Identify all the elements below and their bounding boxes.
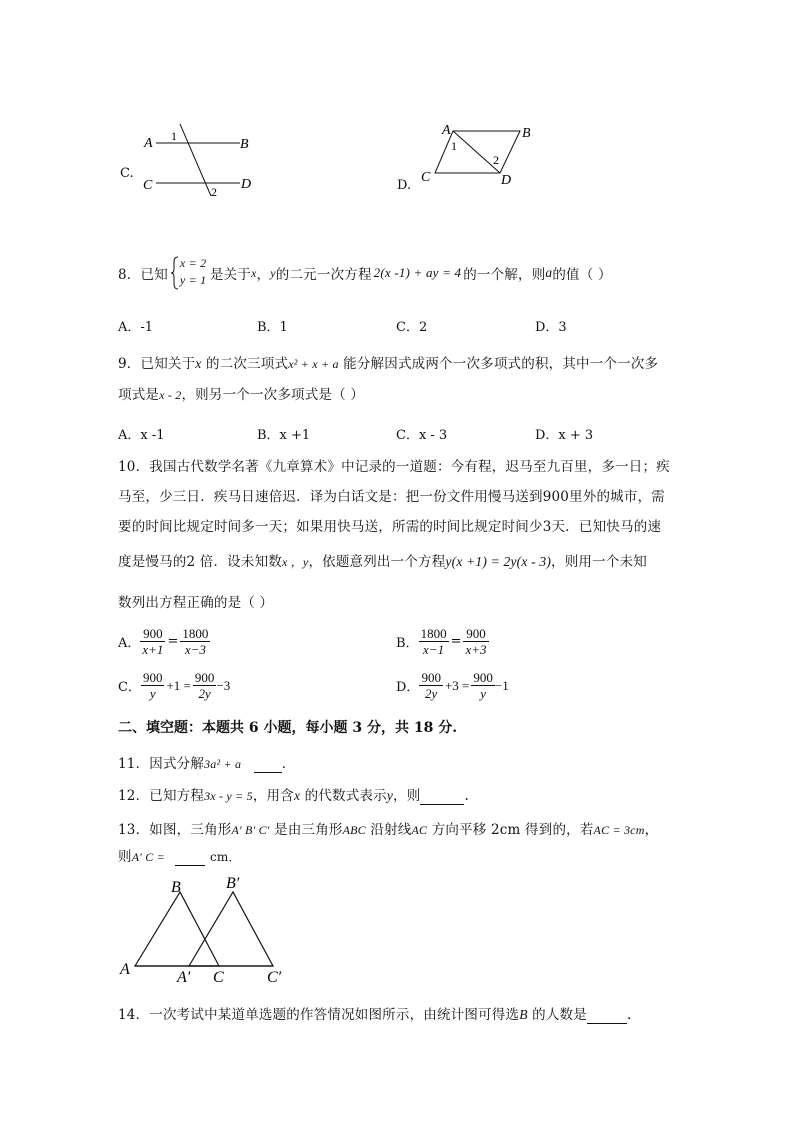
option-label: B． <box>396 636 419 651</box>
figure-option-d <box>395 120 545 200</box>
system-eq-1: x = 2 <box>179 256 207 270</box>
question-9-line-1 <box>118 352 658 372</box>
question-12-text: 12．已知方程 <box>118 788 205 804</box>
q8-option-a[interactable]: A．-1 <box>118 320 154 335</box>
question-13-text: 13．如图，三角形 <box>118 822 232 838</box>
equation-system <box>170 256 210 290</box>
question-8-number: 8．已知 <box>118 267 168 283</box>
fraction <box>419 626 449 657</box>
point-d-label: D <box>241 177 252 192</box>
option-c-label: C. <box>120 166 134 181</box>
ray: AC <box>411 823 428 837</box>
question-9-number: 9．已知关于 <box>118 356 196 372</box>
denominator: y <box>149 686 156 701</box>
denominator: x−3 <box>184 642 206 657</box>
answer-blank[interactable] <box>254 756 282 773</box>
point-d-label: D <box>501 173 512 188</box>
question-10-line-4 <box>118 550 647 570</box>
question-10-line-5: 数列出方程正确的是（ ） <box>118 595 274 611</box>
q10-option-d[interactable] <box>396 670 509 701</box>
numerator: 900 <box>142 670 163 685</box>
question-12-text-4: ，则 <box>393 788 421 804</box>
question-9-text-2: 能分解因式成两个一次多项式的积，其中一个一次多 <box>338 356 659 372</box>
operator: +3 = <box>444 677 470 693</box>
condition: AC = 3cm <box>593 823 645 837</box>
denominator: 2y <box>198 686 211 701</box>
point-c-label: C <box>213 969 224 985</box>
denominator: 2y <box>425 686 438 701</box>
q10-option-b[interactable] <box>396 626 489 657</box>
point-b-label: B <box>522 126 531 141</box>
fraction <box>180 626 210 657</box>
question-13-text-3: 沿射线 <box>365 822 412 838</box>
question-8 <box>118 255 612 291</box>
question-14-text-2: 的人数是 <box>527 1007 587 1023</box>
option-label: D． <box>396 680 420 695</box>
point-a-prime-label: A′ <box>177 969 191 985</box>
question-9-text-4: ，则另一个一次多项式是（ ） <box>181 387 365 403</box>
question-8-text-1: 是关于 <box>209 267 251 283</box>
question-9-text: 的二次三项式 <box>201 356 289 372</box>
unit: cm． <box>209 850 241 864</box>
numerator: 1800 <box>420 626 447 641</box>
denominator: x+3 <box>465 642 487 657</box>
question-12-text-3: 的代数式表示 <box>300 788 387 804</box>
translated-triangles-diagram <box>115 870 305 985</box>
numerator: 900 <box>194 670 215 685</box>
point-c-prime-label: C′ <box>267 969 282 985</box>
q8-option-c[interactable]: C．2 <box>396 320 428 335</box>
numerator: 900 <box>421 670 441 685</box>
tail: −1 <box>494 677 509 693</box>
question-13-text-4: 方向平移 2cm 得到的，若 <box>427 822 594 838</box>
question-13-text-5: 则 <box>118 849 132 865</box>
period: . <box>626 1007 632 1023</box>
figure-option-c <box>118 120 268 200</box>
question-12 <box>118 784 469 805</box>
parallelogram-diagram-d <box>395 120 545 200</box>
denominator: y <box>480 686 486 701</box>
fraction <box>193 670 217 701</box>
fraction <box>463 626 488 657</box>
choice-b: B <box>519 1007 528 1022</box>
triangle: ABC <box>342 823 366 837</box>
numerator: 1800 <box>182 626 209 641</box>
fraction <box>140 626 165 657</box>
question-12-text-2: ，用含 <box>252 788 294 804</box>
point-a-label: A <box>442 123 451 138</box>
operator: +1 = <box>166 677 191 693</box>
numerator: 900 <box>140 626 165 642</box>
equals: = <box>450 634 462 649</box>
question-8-text-2: 的二元一次方程 <box>275 267 372 283</box>
parallel-lines-diagram-c <box>118 120 268 200</box>
numerator: 900 <box>473 670 493 685</box>
question-14 <box>118 1003 631 1024</box>
q10-option-c[interactable] <box>118 670 230 701</box>
answer-blank[interactable] <box>420 788 464 805</box>
comma: ， <box>644 822 659 838</box>
vars: x ，y <box>281 555 309 569</box>
answer-blank[interactable] <box>587 1007 627 1024</box>
numerator: 900 <box>463 626 488 642</box>
left-brace-icon <box>170 256 180 290</box>
point-c-label: C <box>421 170 431 185</box>
angle-2-label: 2 <box>211 185 217 199</box>
fraction <box>141 670 165 701</box>
point-b-label: B <box>171 879 181 896</box>
answer-blank[interactable] <box>175 849 205 866</box>
q8-option-b[interactable]: B．1 <box>257 320 288 335</box>
question-13-line-2 <box>118 845 241 866</box>
expression: 3a² + a <box>204 757 242 771</box>
question-10-equation: y(x +1) = 2y(x - 3) <box>445 554 552 569</box>
section-heading: 二、填空题：本题共 6 小题，每小题 3 分，共 18 分. <box>118 720 458 736</box>
question-14-text: 14．一次考试中某道单选题的作答情况如图所示，由统计图可得选 <box>118 1007 520 1023</box>
question-9-line-2 <box>118 383 364 403</box>
var-x: x <box>195 356 202 371</box>
denominator: x−1 <box>423 642 445 657</box>
factor: x - 2 <box>159 388 182 402</box>
angle-1-label: 1 <box>171 129 177 143</box>
var-x: x <box>251 265 257 280</box>
var-y: y <box>386 788 394 803</box>
polynomial: x² + x + a <box>288 357 339 371</box>
var-a: a <box>545 265 553 280</box>
denominator: x+1 <box>142 642 164 657</box>
question-11-text: 11．因式分解 <box>118 756 205 772</box>
question-10-text-2: ，依题意列出一个方程 <box>308 554 446 570</box>
angle-2-label: 2 <box>493 153 499 167</box>
point-b-label: B <box>240 137 249 152</box>
question-11 <box>118 752 295 773</box>
point-a-label: A <box>144 136 153 151</box>
question-9-text-3: 项式是 <box>118 387 160 403</box>
option-d-label: D. <box>397 178 412 193</box>
question-8-text-4: 的值（ ） <box>552 267 612 283</box>
point-a-label: A <box>120 961 130 978</box>
q9-option-b[interactable]: B．x +1 <box>257 428 311 443</box>
var-x: x <box>293 788 301 803</box>
point-b-prime-label: B′ <box>226 875 240 892</box>
comma: ， <box>256 267 271 283</box>
q9-option-a[interactable]: A．x -1 <box>118 428 165 443</box>
angle-1-label: 1 <box>451 139 457 153</box>
q10-option-a[interactable] <box>118 626 210 657</box>
segment: A′ C = <box>131 850 165 864</box>
option-label: A． <box>118 636 141 651</box>
triangle-prime: A′ B′ C′ <box>231 823 270 837</box>
question-13-line-1 <box>118 818 658 838</box>
question-10-line-2: 马至，少三日．疾马日速倍迟．译为白话文是：把一份文件用慢马送到900里外的城市，需 <box>118 489 665 505</box>
question-8-equation: 2(x -1) + ay = 4 <box>373 265 462 280</box>
q9-option-c[interactable]: C．x - 3 <box>396 428 448 443</box>
question-10-text: 度是慢马的2 倍．设未知数 <box>118 554 282 570</box>
q9-option-d[interactable]: D．x + 3 <box>535 428 594 443</box>
fraction <box>419 670 443 701</box>
tail: −3 <box>216 677 231 693</box>
equation: 3x - y = 5 <box>204 789 253 803</box>
period: . <box>464 788 469 804</box>
question-13-text-2: 是由三角形 <box>269 822 343 838</box>
question-8-text-3: 的一个解，则 <box>463 267 546 283</box>
question-10-text-3: ，则用一个未知 <box>551 554 647 570</box>
period: ． <box>281 756 296 772</box>
fraction <box>471 670 495 701</box>
question-10-line-1: 10．我国古代数学名著《九章算术》中记录的一道题：今有程，迟马至九百里，多一日；疾 <box>118 459 670 475</box>
var-y: y <box>270 265 276 280</box>
option-label: C． <box>118 680 141 695</box>
equals: = <box>167 634 179 649</box>
system-eq-2: y = 1 <box>179 273 207 287</box>
q8-option-d[interactable]: D．3 <box>535 320 567 335</box>
question-10-line-3: 要的时间比规定时间多一天；如果用快马送，所需的时间比规定时间少3天．已知快马的速 <box>118 519 662 535</box>
point-c-label: C <box>143 178 153 193</box>
